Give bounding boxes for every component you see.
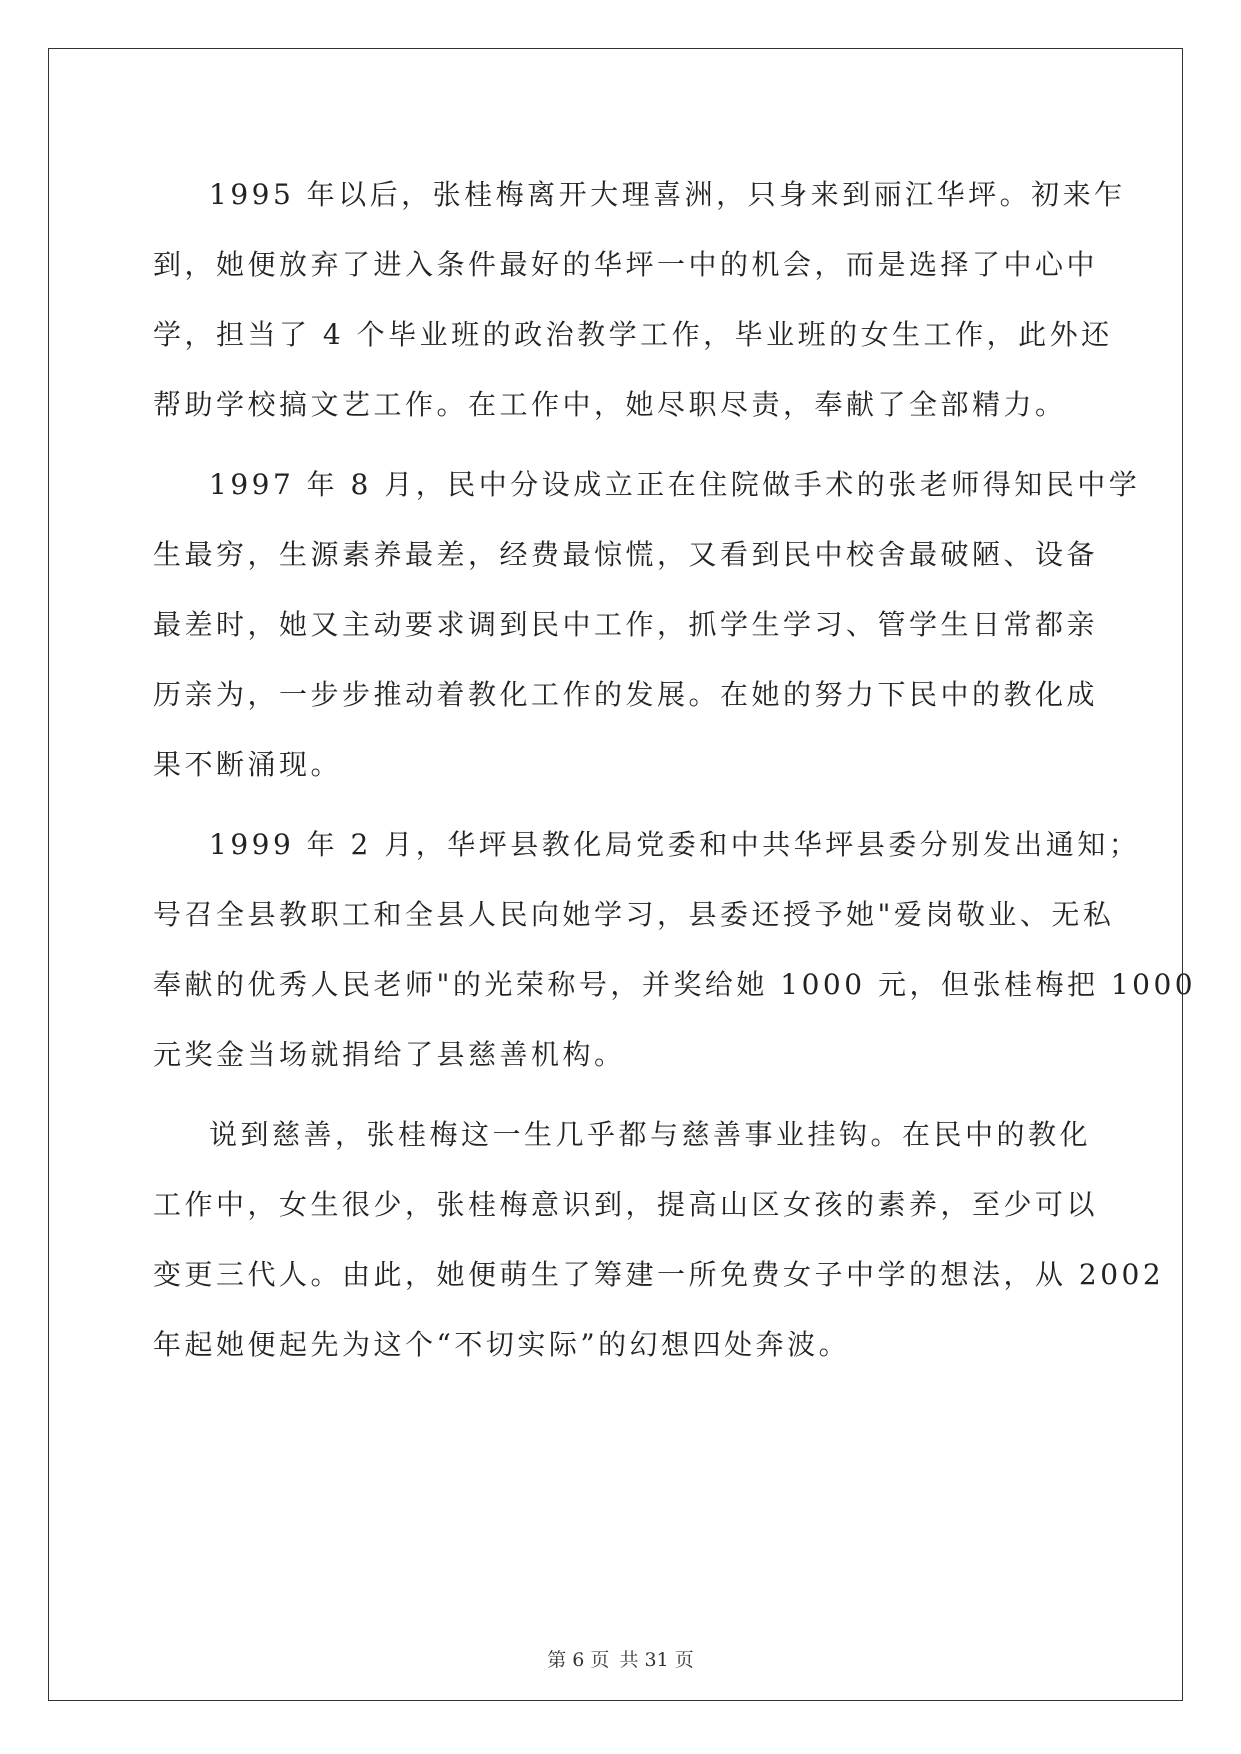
text-line: 学，担当了 4 个毕业班的政治教学工作，毕业班的女生工作，此外还 [153,318,1113,351]
text-line: 生最穷，生源素养最差，经费最惊慌，又看到民中校舍最破陋、设备 [153,538,1099,571]
paragraph-2 [153,450,1141,800]
paragraph-1 [153,160,1126,440]
text-line: 元奖金当场就捐给了县慈善机构。 [153,1038,626,1071]
text-line: 果不断涌现。 [153,748,343,781]
paragraph-4 [153,1100,1165,1380]
text-line: 工作中，女生很少，张桂梅意识到，提高山区女孩的素养，至少可以 [153,1188,1099,1221]
text-line: 年起她便起先为这个“不切实际”的幻想四处奔波。 [153,1328,851,1361]
page-footer [0,1645,1241,1672]
text-line: 最差时，她又主动要求调到民中工作，抓学生学习、管学生日常都亲 [153,608,1099,641]
text-line: 1995 年以后，张桂梅离开大理喜洲，只身来到丽江华坪。初来乍 [209,178,1126,211]
text-line: 号召全县教职工和全县人民向她学习，县委还授予她"爱岗敬业、无私 [153,898,1115,931]
text-line: 说到慈善，张桂梅这一生几乎都与慈善事业挂钩。在民中的教化 [209,1118,1092,1151]
text-line: 到，她便放弃了进入条件最好的华坪一中的机会，而是选择了中心中 [153,248,1099,281]
text-line: 帮助学校搞文艺工作。在工作中，她尽职尽责，奉献了全部精力。 [153,388,1067,421]
text-line: 1997 年 8 月，民中分设成立正在住院做手术的张老师得知民中学 [209,468,1141,501]
text-line: 变更三代人。由此，她便萌生了筹建一所免费女子中学的想法，从 2002 [153,1258,1165,1291]
document-body [153,160,1197,1390]
text-line: 历亲为，一步步推动着教化工作的发展。在她的努力下民中的教化成 [153,678,1099,711]
page-total: 共 31 页 [619,1649,694,1671]
text-line: 奉献的优秀人民老师"的光荣称号，并奖给她 1000 元，但张桂梅把 1000 [153,968,1197,1001]
paragraph-3 [153,810,1197,1090]
text-line: 1999 年 2 月，华坪县教化局党委和中共华坪县委分别发出通知； [209,828,1141,861]
page-number: 第 6 页 [547,1649,610,1671]
